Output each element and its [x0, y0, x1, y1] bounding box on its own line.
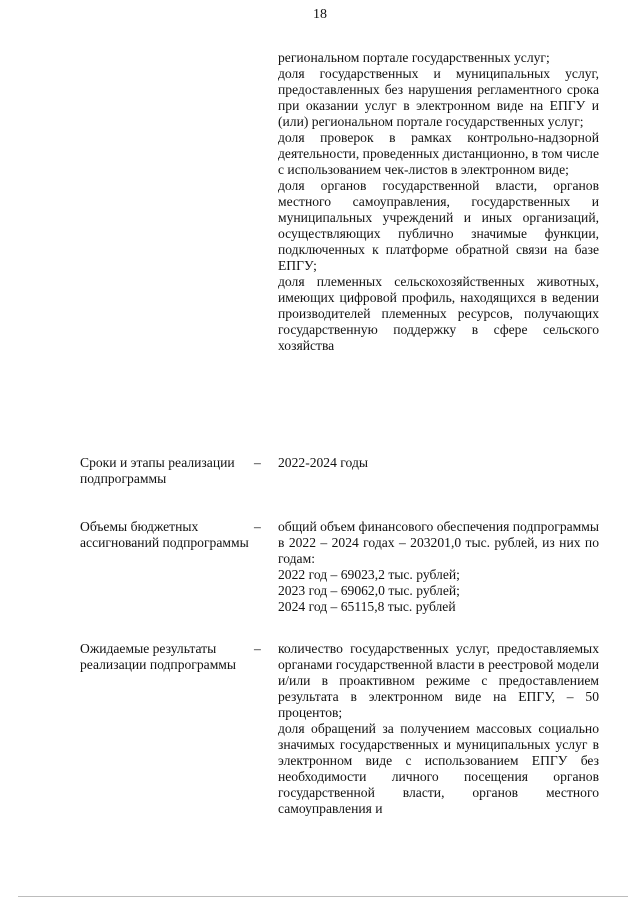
row-value-line: 2022-2024 годы: [278, 455, 368, 470]
row-value-line: 2023 год – 69062,0 тыс. рублей;: [278, 583, 460, 598]
continuation-paragraph: доля проверок в рамках контрольно-надзорной деятельности, проведенных дистанционно, в том числе с использованием чек-листов в электронном виде;: [278, 130, 599, 177]
row-label: Ожидаемые результаты реализации подпрограммы: [80, 641, 237, 672]
row-value-line: количество государственных услуг, предоставляемых органами государственной власти в реестровой модели и/или в проактивном режиме с предоставлением результата в электронном виде на ЕПГУ, – 50 процентов;: [278, 641, 599, 720]
row-value-line: доля обращений за получением массовых социально значимых государственных и муниципальных услуг в электронном виде с использованием ЕПГУ без необходимости личного посещения органов государственной власти, органов местного самоуправления и: [278, 721, 599, 816]
row-label: Объемы бюджетных ассигнований подпрограммы: [80, 519, 249, 550]
row-dash: –: [254, 455, 261, 470]
row-value-line: общий объем финансового обеспечения подпрограммы в 2022 – 2024 годах – 203201,0 тыс. рублей, из них по годам:: [278, 519, 599, 566]
row-value: [278, 455, 599, 471]
row-dash: –: [254, 641, 261, 656]
continuation-block: [278, 50, 599, 354]
row-value-line: 2024 год – 65115,8 тыс. рублей: [278, 599, 456, 614]
row-dash: –: [254, 519, 261, 534]
bottom-rule: [18, 896, 628, 897]
continuation-paragraph: доля государственных и муниципальных услуг, предоставленных без нарушения регламентного срока при оказании услуг в электронном виде на ЕПГУ и (или) региональном портале государственных услуг;: [278, 66, 599, 129]
row-value: [278, 519, 599, 615]
row-value-line: 2022 год – 69023,2 тыс. рублей;: [278, 567, 460, 582]
row-label: Сроки и этапы реализации подпрограммы: [80, 455, 235, 486]
continuation-line: региональном портале государственных услуг;: [278, 50, 550, 65]
continuation-paragraph: доля органов государственной власти, органов местного самоуправления, государственных и муниципальных учреждений и иных организаций, осуществляющих публично значимые функции, подключенных к платформе обратной связи на базе ЕПГУ;: [278, 178, 599, 273]
page-number: 18: [313, 7, 327, 22]
row-value: [278, 641, 599, 817]
continuation-paragraph: доля племенных сельскохозяйственных животных, имеющих цифровой профиль, находящихся в ведении производителей племенных ресурсов, получающих государственную поддержку в сфере сельского хозяйства: [278, 274, 599, 353]
